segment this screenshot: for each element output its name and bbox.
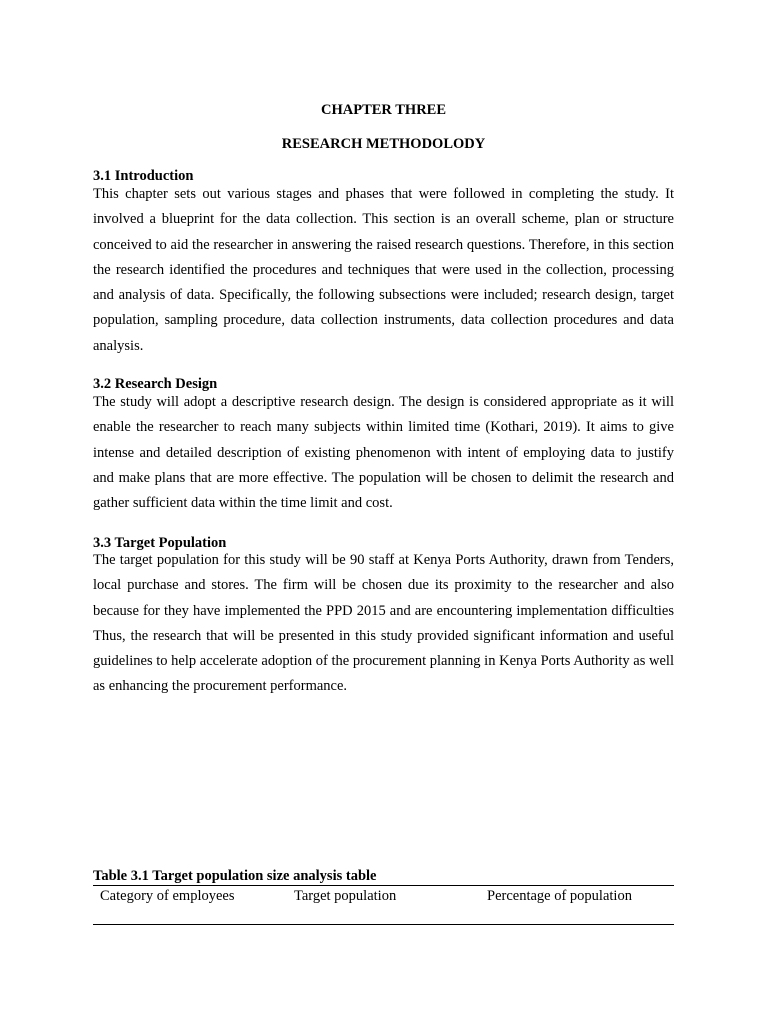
table-header-category: Category of employees [100, 888, 235, 904]
section-title-target-population: 3.3 Target Population [93, 535, 227, 551]
chapter-number-heading: CHAPTER THREE [320, 102, 447, 118]
population-table [93, 885, 674, 925]
table-header-percentage: Percentage of population [487, 888, 632, 904]
section-title-research-design: 3.2 Research Design [93, 376, 218, 392]
chapter-title: RESEARCH METHODOLODY [281, 136, 486, 152]
table-caption: Table 3.1 Target population size analysis table [93, 868, 377, 884]
section-body-research-design: The study will adopt a descriptive research design. The design is considered appropriate as it will enable the researcher to reach many subjects within limited time (Kothari, 2019). It aims to give intense and detailed description of existing phenomenon with intent of employing data to justify and make plans that are more effective. The population will be chosen to delimit the research and gather sufficient data within the time limit and cost. [93, 394, 674, 512]
table-header-target-population: Target population [294, 888, 397, 904]
section-body-target-population: The target population for this study will be 90 staff at Kenya Ports Authority, drawn from Tenders, local purchase and stores. The firm will be chosen due its proximity to the researcher and also because for they have implemented the PPD 2015 and are encountering implementation difficulties Thus, the research that will be presented in this study provided significant information and useful guidelines to help accelerate adoption of the procurement planning in Kenya Ports Authority as well as enhancing the procurement performance. [93, 552, 674, 695]
section-body-introduction: This chapter sets out various stages and phases that were followed in completing the study. It involved a blueprint for the data collection. This section is an overall scheme, plan or structure conceived to aid the researcher in answering the raised research questions. Therefore, in this section the research identified the procedures and techniques that were used in the collection, processing and analysis of data. Specifically, the following subsections were included; research design, target population, sampling procedure, data collection instruments, data collection procedures and data analysis. [93, 186, 674, 354]
section-title-introduction: 3.1 Introduction [93, 168, 194, 184]
